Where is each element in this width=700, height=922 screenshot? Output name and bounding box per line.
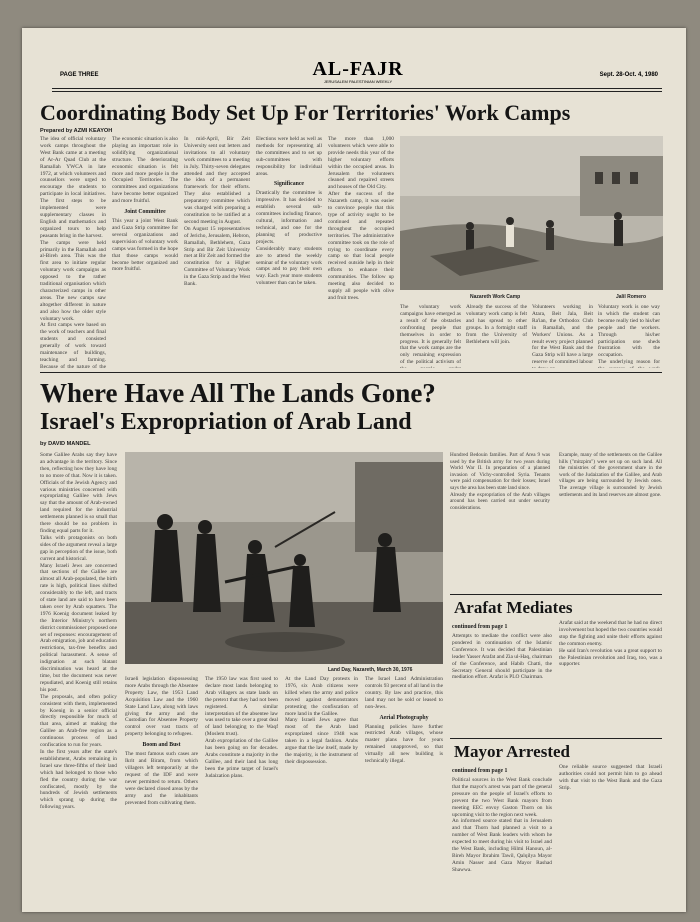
headline-work-camps: Coordinating Body Set Up For Territories' Work Camps xyxy=(40,100,571,125)
masthead-subtitle: JERUSALEM PALESTINIAN WEEKLY xyxy=(323,79,393,84)
mayor-column-2: One reliable source suggested that Israeli authorities could not permit him to go ahead with that visit to the West Bank and the Gaza Strip. xyxy=(559,764,662,791)
page-header xyxy=(52,58,662,84)
headline-mayor: Mayor Arrested xyxy=(454,742,570,761)
work-camp-photo-caption: Nazareth Work Camp xyxy=(470,294,521,300)
lands-column-5: The Israel Land Administration controls 93 percent of all land in the country. By law and practice, this land may not be sold or leased to non-Jews. Aerial Photography Planning policies have further restricted Arab villages, whose master plans have for years remained unapproved, so that virtually all new building is technically illegal. xyxy=(365,676,443,765)
work-camps-column-9: Voluntary work is one way in which the student can become really tied to his/her people and the workers. Through his/her participation one sheds frustration with the occupation. The underlying reason for xyxy=(598,304,660,366)
section-rule xyxy=(40,372,662,373)
subheadline-lands: Israel's Expropriation of Arab Land xyxy=(40,409,412,435)
masthead: AL-FAJR xyxy=(312,58,404,80)
page-label: PAGE THREE xyxy=(60,72,99,78)
arafat-column-1: continued from page 1 Attempts to mediate the conflict were also pondered in continuation of the Islamic Conference. It was decided that Palestinian leader Yasser Arafat and Zia ul-Haq, chairman of the Conference, and Habib Chatti, the Secretary General should participate in the mediation effort. Arafat is PLO Chairman. xyxy=(452,624,552,681)
land-day-photo-caption: Land Day, Nazareth, March 30, 1976 xyxy=(328,667,413,673)
arafat-rule xyxy=(450,594,662,595)
byline-work-camps: Prepared by AZMI KEAYOH xyxy=(40,128,113,134)
work-camp-photo-image xyxy=(400,136,663,290)
work-camps-column-2: The economic situation is also playing an important role in solidifying organizational structure. The deteriorating economic situation is felt more and more people in the Occupied Territories. The committees and organizations have become better organized and more fruitful. Joint Committee This year a joint West Bank and Gaza Strip committee for several organizations and supervision of voluntary work camps was formed in the hope that those camps would become better organized and more fruitful. xyxy=(112,136,178,273)
lands-right-column-a: Hundred Bedouin families. Part of Area 9 was used by the British army for two years during World War II. In preparation of a planned invasion of Vichy-controlled Syria. Tenants were paid compensation for their losses; Israel says the area has been state land since. Already the expropriation of the Arab villages around has been carried out under security considerations. xyxy=(450,452,550,511)
lands-column-1: Some Galilee Arabs say they have an advantage in the territory. Since then, reflecting how they have long to no more of that. Now it is taken. Officials of the Jewish Agency and various ministries concerned with expropriating Galilee with Jews say that the amount of Arab-owned land required for the industrial settlements planned is so small that there should be no problem in finding equal parts for it. Talks with protagonists on both sides of the argument reveal a large gap in perception of the issue, both current and historical. Many Israeli Jews are concerned that sections of the Galilee are almost all Arab-populated, the birth rate is high, political lines shifted considerably to the left, and tracts of state land are said to have been taken over by Arab squatters. The 1976 Koenig document leaked by the Interior Ministry's northern district commissioner proposed one set of responses: encouragement of Arab emigration, job and education restrictions, tax-free benefits and political harassment. A sense of indignation at such blatant discrimination was heard at the time, but the document was never repudiated, and Koenig still retains his post. The proposals, and often policy consistent with them, implemented by Koenig in a senior official directly responsible for much of that area, aimed at making the Galilee an Arab-free region as a continuous process of land confiscation to run for years. In the first years after the state's establishment, Arabs remaining in Israel saw three-fifths of their land which had belonged to those who fled the country during the war confiscated, mostly by the hundreds of Jewish settlements which sprang up during the following years. xyxy=(40,452,117,811)
work-camps-column-5: The more than 1,000 volunteers which were able to provide needs this year of the higher voluntary efforts within the occupied areas. In Jerusalem the volunteers cleaned and repaired streets and houses of the Old City. After the success of the Nazareth camp, it was easier to convince people that this type of activity ought to be continued and repeated throughout the occupied territories. The administrative committee took on the role of trying to coordinate every camp so that local people received outside help in their efforts to enhance their communities. The follow up meeting also decided to supply all people with olive and fruit trees. xyxy=(328,136,394,301)
lands-column-4: At the Land Day protests in 1976, six Arab citizens were killed when the army and police moved against demonstrators protesting the confiscation of more land in the Galilee. Many Israeli Jews agree that most of the Arab land expropriated since 1948 was taken in a legal fashion. Arabs argue that the law itself, made by the majority, is the instrument of their dispossession. xyxy=(285,676,358,765)
work-camp-photo xyxy=(400,136,663,290)
land-day-photo xyxy=(125,452,443,664)
lands-column-2: Israeli legislation dispossessing more Arabs through the Absentee Property Law, the 1953 Land Acquisition Law and the 1960 State Land Law, along with laws giving the army and the Custodian for Absentee Property control over vast tracts of property belonging to refugees. Boom and Bust The most famous such cases are Ikrit and Biram, from which villagers left temporarily at the request of the IDF and were never permitted to return. Others were declared closed areas by the army and the inhabitants prevented from cultivating them. xyxy=(125,676,198,806)
land-day-photo-image xyxy=(125,452,443,664)
byline-lands: by DAVID MANDEL xyxy=(40,441,91,447)
mayor-rule xyxy=(450,738,662,739)
header-rule xyxy=(52,88,662,89)
work-camps-column-3: In mid-April, Bir Zeit University sent out letters and invitations to all voluntary work committees to a meeting in July. Thirty-seven delegates attended and they accepted the idea of a permanent framework for their efforts. They also established a preparatory committee which was charged with preparing a constitution to be ratified at a second meeting in August. On August 15 representatives of Jericho, Jerusalem, Hebron, Ramallah, Bethlehem, Gaza Strip and Bir Zeit University met at Bir Zeit and formed the constitution for a Higher Committee of Voluntary Work in the Gaza Strip and the West Bank. xyxy=(184,136,250,288)
work-camps-column-6: The voluntary work campaigns have emerged as a result of the obstacles confronting people that themselves in order to progress. It is generally felt that the work camps are the only remaining expression of the political activism of xyxy=(400,304,461,366)
work-camps-column-4: Elections were held as well as methods for representing all the committees and to set up sub-committees with responsibility for individual areas. Significance Drastically the committee is impressive. It has decided to establish several sub-committees including finance, cultural, information and technical, and one for the planning of productive projects. Considerably many students are to attend the weekly seminar of the voluntary work camps and to pay their own way. Each year more students volunteer than can be taken. xyxy=(256,136,322,287)
work-camps-column-1: The idea of official voluntary work camps throughout the West Bank came at a meeting of Ar-Ar Quad Club at the Ramallah YWCA in late 1972, at which volunteers and counsellors were urged to encourage the students to participate in local initiatives. The first steps to be implemented were supplementary classes in English and mathematics and organized tours to help peasants bring in the harvest. The camps were held primarily in the Ramallah and al-Bireh area. This was the first area to initiate regular voluntary work campaigns as opposed to the rather traditional organisation which characterized camps in other areas. The new camps saw altogether different in nature and also how the older style voluntary work. At first camps were based on the work of teachers and final students and consisted generally of work toward maintenance of buildings, teaching and farming. Because of the nature of the xyxy=(40,136,106,368)
work-camp-photo-credit: Jalil Romero xyxy=(616,294,647,300)
newspaper-page xyxy=(22,28,686,912)
headline-arafat: Arafat Mediates xyxy=(454,598,573,617)
lands-column-3: The 1950 law was first used to declare most lands belonging to Arab villagers as state lands on the pretext that they had not been registered. A similar interpretation of the absentee law was used to take over a great deal of land belonging to the Waqf (Moslem trust). Arab expropriation of the Galilee has been going on for decades. Arabs constitute a majority in the Galilee, and their land has long been the prime target of Israel's Judaization plans. xyxy=(205,676,278,779)
headline-lands: Where Have All The Lands Gone? xyxy=(40,378,436,408)
lands-right-column-b: Example, many of the settlements on the Galilee hills ("mitzpim") were set up on such land. All the ministries of the government share in the work of the Judaization of the Galilee, and Arab villages are being surrounded by Jewish ones. The average village is surrounded by Jewish settlements and its land reserves are almost gone. xyxy=(559,452,662,498)
arafat-column-2: Arafat said at the weekend that he had no direct involvement but hoped the two countries would stop the fighting and unite their efforts against the common enemy. He said Iran's revolution was a great support to the Palestinian revolution and Iraq, too, was a supporter. xyxy=(559,620,662,668)
work-camps-column-8: Volunteers working in Atara, Beit Jala, Beit Ra'ian, the Orthodox Club in Ramallah, and the Workers' Unions. As a result every project planned for the West Bank and the Gaza Strip will have a large reserve of committed labour xyxy=(532,304,593,366)
issue-date: Sept. 28-Oct. 4, 1980 xyxy=(599,72,658,78)
header-rule-2 xyxy=(52,91,662,92)
work-camps-column-7: Already the success of the voluntary work camp is felt and has spread to other groups. In a fortnight staff from the University of Bethlehem will join. xyxy=(466,304,527,345)
mayor-column-1: continued from page 1 Political sources in the West Bank conclude that the mayor's arrest was part of the general pressure on the people of Israel's efforts to prevent the two West Bank mayors from meeting EEC envoy Gaston Thorn on his upcoming visit to the region next week. An informed source stated that in Jerusalem and that Thorn had planned a visit to a number of West Bank leaders with whom he expected to meet during his visit to Israel and the West Bank, including Hilmi Hanoun, al-Bireh Mayor Ibrahim Tawil, Qalqilya Mayor Amin Nasser and Gaza Mayor Rashad Shawwa. xyxy=(452,768,552,873)
